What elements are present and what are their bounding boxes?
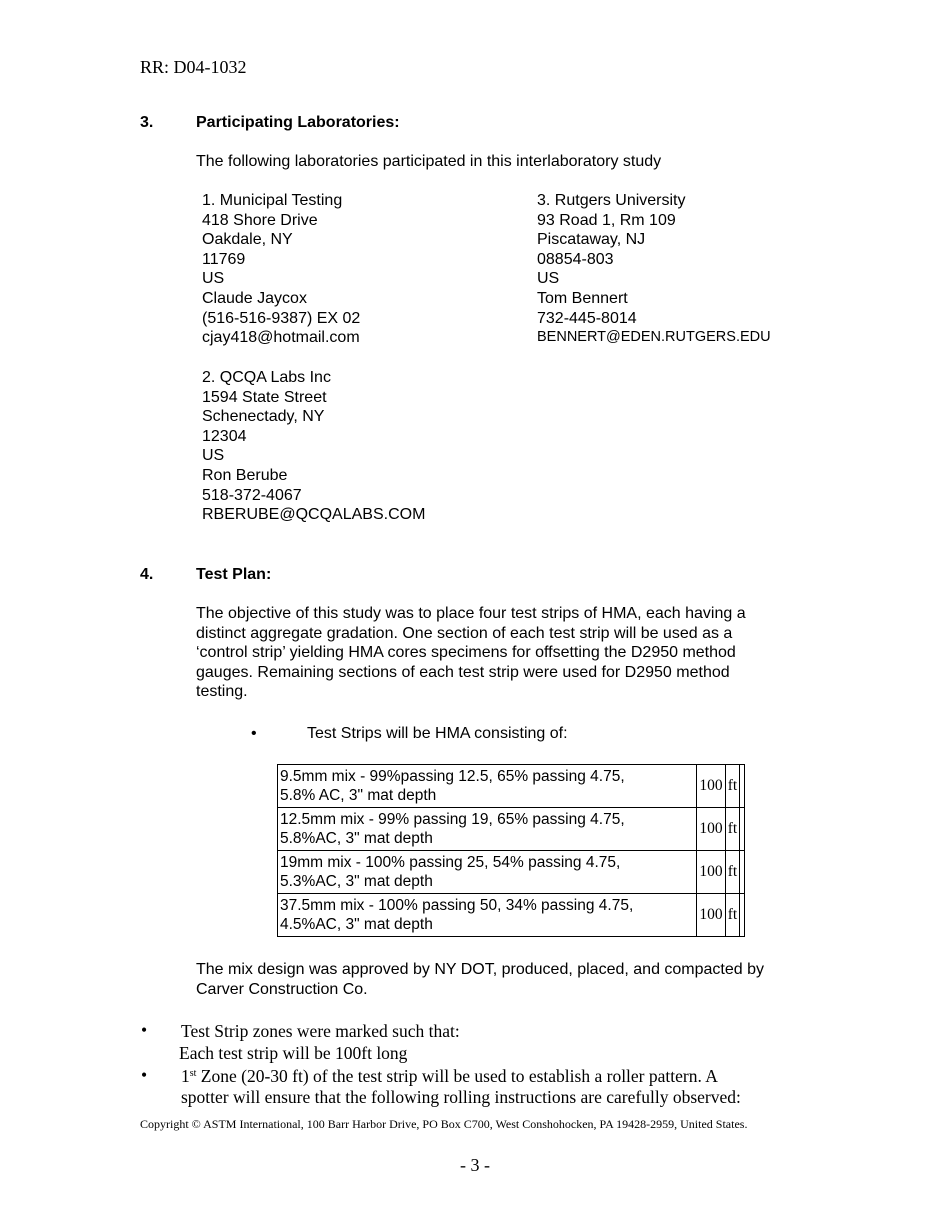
approval-paragraph bbox=[196, 960, 764, 999]
mix-description: 37.5mm mix - 100% passing 50, 34% passing 4.75, 4.5%AC, 3" mat depth bbox=[278, 894, 697, 937]
lab-zip: 08854-803 bbox=[537, 250, 614, 268]
bullet-icon: • bbox=[141, 1020, 148, 1040]
lab-phone: 732-445-8014 bbox=[537, 309, 637, 327]
document-id: RR: D04-1032 bbox=[140, 57, 247, 77]
paragraph-line: The mix design was approved by NY DOT, produced, placed, and compacted by bbox=[196, 961, 765, 978]
lab-contact: Tom Bennert bbox=[537, 289, 628, 307]
lab-heading: 3. Rutgers University bbox=[537, 192, 686, 209]
table-cell-empty bbox=[740, 808, 745, 851]
copyright-notice: Copyright © ASTM International, 100 Barr Harbor Drive, PO Box C700, West Conshohocken, PA 19428-2959, United States. bbox=[140, 1117, 748, 1131]
mix-description: 9.5mm mix - 99%passing 12.5, 65% passing 4.75, 5.8% AC, 3" mat depth bbox=[278, 765, 697, 808]
section-4-title: Test Plan: bbox=[196, 566, 272, 583]
lab-address: 93 Road 1, Rm 109 bbox=[537, 211, 676, 229]
strips-bullet-text: Test Strips will be HMA consisting of: bbox=[307, 725, 568, 742]
first-zone-line: 1st Zone (20-30 ft) of the test strip will be used to establish a roller pattern. A bbox=[181, 1066, 718, 1086]
mix-description: 19mm mix - 100% passing 25, 54% passing 4.75, 5.3%AC, 3" mat depth bbox=[278, 851, 697, 894]
lab-phone: (516-516-9387) EX 02 bbox=[202, 309, 361, 327]
lab-email: BENNERT@EDEN.RUTGERS.EDU bbox=[537, 329, 771, 346]
lab-address: 1594 State Street bbox=[202, 388, 327, 406]
paragraph-line: gauges. Remaining sections of each test strip were used for D2950 method bbox=[196, 663, 730, 681]
lab-contact: Claude Jaycox bbox=[202, 289, 307, 307]
lab-contact: Ron Berube bbox=[202, 466, 288, 484]
table-row bbox=[278, 851, 745, 894]
bullet-icon: • bbox=[251, 725, 257, 742]
mix-length: 100 bbox=[697, 765, 726, 808]
paragraph-line: The objective of this study was to place four test strips of HMA, each having a bbox=[196, 605, 746, 622]
first-zone-line-2: spotter will ensure that the following rolling instructions are carefully observed: bbox=[181, 1087, 741, 1107]
mix-length: 100 bbox=[697, 851, 726, 894]
lab-card-municipal bbox=[202, 191, 360, 348]
lab-zip: 11769 bbox=[202, 250, 246, 268]
paragraph-line: Carver Construction Co. bbox=[196, 980, 368, 998]
lab-card-qcqa bbox=[202, 368, 425, 525]
mix-unit: ft bbox=[726, 851, 740, 894]
lab-city: Piscataway, NJ bbox=[537, 231, 646, 249]
lab-heading: 1. Municipal Testing bbox=[202, 192, 343, 209]
mix-description: 12.5mm mix - 99% passing 19, 65% passing 4.75, 5.8%AC, 3" mat depth bbox=[278, 808, 697, 851]
lab-card-rutgers bbox=[537, 191, 771, 348]
lab-country: US bbox=[202, 270, 225, 288]
zones-bullet-text: Test Strip zones were marked such that: bbox=[181, 1021, 460, 1041]
lab-zip: 12304 bbox=[202, 427, 247, 445]
paragraph-line: distinct aggregate gradation. One section of each test strip will be used as a bbox=[196, 624, 733, 642]
objective-paragraph bbox=[196, 604, 746, 702]
mix-unit: ft bbox=[726, 894, 740, 937]
table-row bbox=[278, 808, 745, 851]
zones-subline: Each test strip will be 100ft long bbox=[179, 1043, 408, 1063]
table-cell-empty bbox=[740, 851, 745, 894]
lab-city: Oakdale, NY bbox=[202, 231, 293, 249]
table-cell-empty bbox=[740, 894, 745, 937]
table-row bbox=[278, 894, 745, 937]
mix-unit: ft bbox=[726, 765, 740, 808]
lab-phone: 518-372-4067 bbox=[202, 486, 302, 504]
section-3-number: 3. bbox=[140, 114, 154, 131]
lab-heading: 2. QCQA Labs Inc bbox=[202, 369, 331, 386]
lab-country: US bbox=[537, 270, 560, 288]
lab-email: cjay418@hotmail.com bbox=[202, 329, 360, 347]
mix-length: 100 bbox=[697, 894, 726, 937]
mix-table bbox=[277, 764, 745, 937]
table-cell-empty bbox=[740, 765, 745, 808]
lab-email: RBERUBE@QCQALABS.COM bbox=[202, 506, 426, 524]
bullet-icon: • bbox=[141, 1065, 148, 1085]
section-4-number: 4. bbox=[140, 566, 154, 583]
section-3-title: Participating Laboratories: bbox=[196, 114, 400, 131]
section-3-intro: The following laboratories participated in this interlaboratory study bbox=[196, 153, 662, 170]
paragraph-line: ‘control strip’ yielding HMA cores specimens for offsetting the D2950 method bbox=[196, 644, 736, 662]
lab-address: 418 Shore Drive bbox=[202, 211, 318, 229]
paragraph-line: testing. bbox=[196, 683, 248, 701]
lab-country: US bbox=[202, 447, 225, 465]
mix-length: 100 bbox=[697, 808, 726, 851]
lab-city: Schenectady, NY bbox=[202, 408, 325, 426]
page-number: - 3 - bbox=[460, 1155, 490, 1175]
mix-unit: ft bbox=[726, 808, 740, 851]
table-row bbox=[278, 765, 745, 808]
